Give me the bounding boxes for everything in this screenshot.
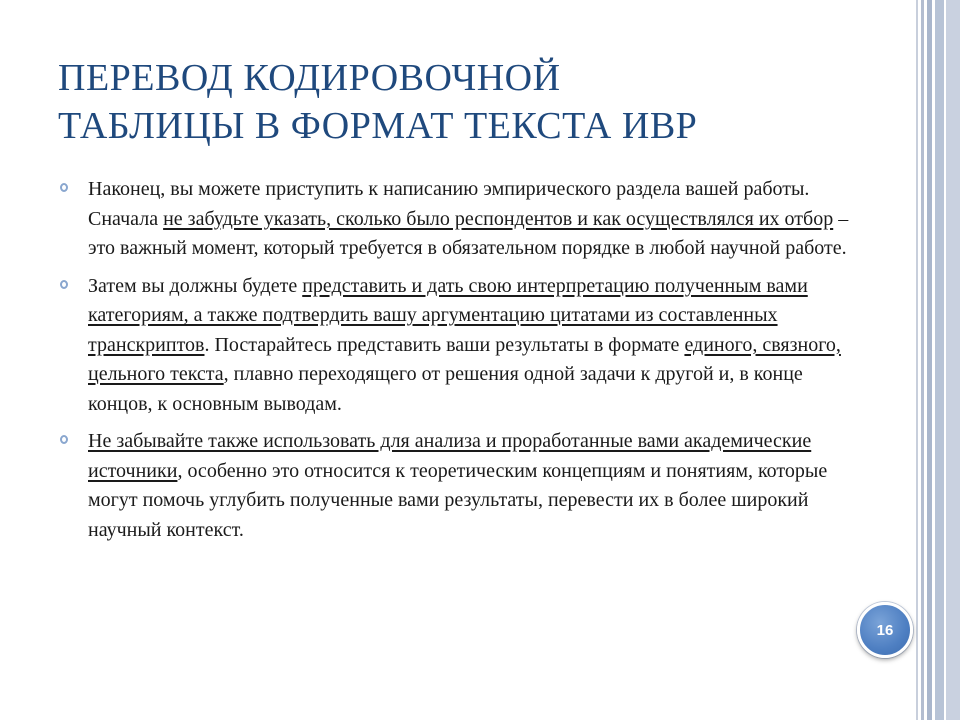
underlined-text: единого, связного, цельного текста <box>88 333 841 385</box>
slide-title-line-2: ТАБЛИЦЫ В ФОРМАТ ТЕКСТА ИВР <box>58 105 698 147</box>
bullet-circle-icon <box>60 183 68 192</box>
bullet-text: Затем вы должны будете <box>88 274 303 297</box>
bullet-text: . Постарайтесь представить ваши результаты в формате <box>204 333 685 356</box>
page-number-badge: 16 <box>857 602 913 658</box>
decorative-stripes <box>916 0 960 720</box>
stripe <box>916 0 918 720</box>
stripe <box>935 0 944 720</box>
bullet-circle-icon <box>60 280 68 289</box>
bullet-item-2 <box>60 272 870 420</box>
slide-title-line-1: ПЕРЕВОД КОДИРОВОЧНОЙ <box>58 57 561 99</box>
bullet-circle-icon <box>60 435 68 444</box>
bullet-item-3 <box>60 427 870 545</box>
underlined-text: Не забывайте также использовать для анализа и проработанные вами академические источники <box>88 430 812 482</box>
stripe <box>946 0 960 720</box>
bullet-text: , плавно переходящего от решения одной задачи к другой и, в конце концов, к основным выводам. <box>88 363 803 415</box>
underlined-text: представить и дать свою интерпретацию полученным вами категориям, а также подтвердить вашу аргументацию цитатами из составленных транскриптов <box>88 274 808 356</box>
bullet-text: , особенно это относится к теоретическим концепциям и понятиям, которые могут помочь углубить полученные вами результаты, перевести их в более широкий научный контекст. <box>88 459 828 541</box>
bullet-item-1 <box>60 175 870 264</box>
bullet-text: – это важный момент, который требуется в обязательном порядке в любой научной работе. <box>88 207 849 259</box>
bullet-text: Наконец, вы можете приступить к написанию эмпирического раздела вашей работы. Сначала <box>88 178 810 230</box>
stripe <box>927 0 932 720</box>
underlined-text: не забудьте указать, сколько было респондентов и как осуществлялся их отбор <box>163 207 834 230</box>
bullet-list <box>60 175 870 553</box>
slide-title <box>58 54 858 150</box>
stripe <box>921 0 924 720</box>
